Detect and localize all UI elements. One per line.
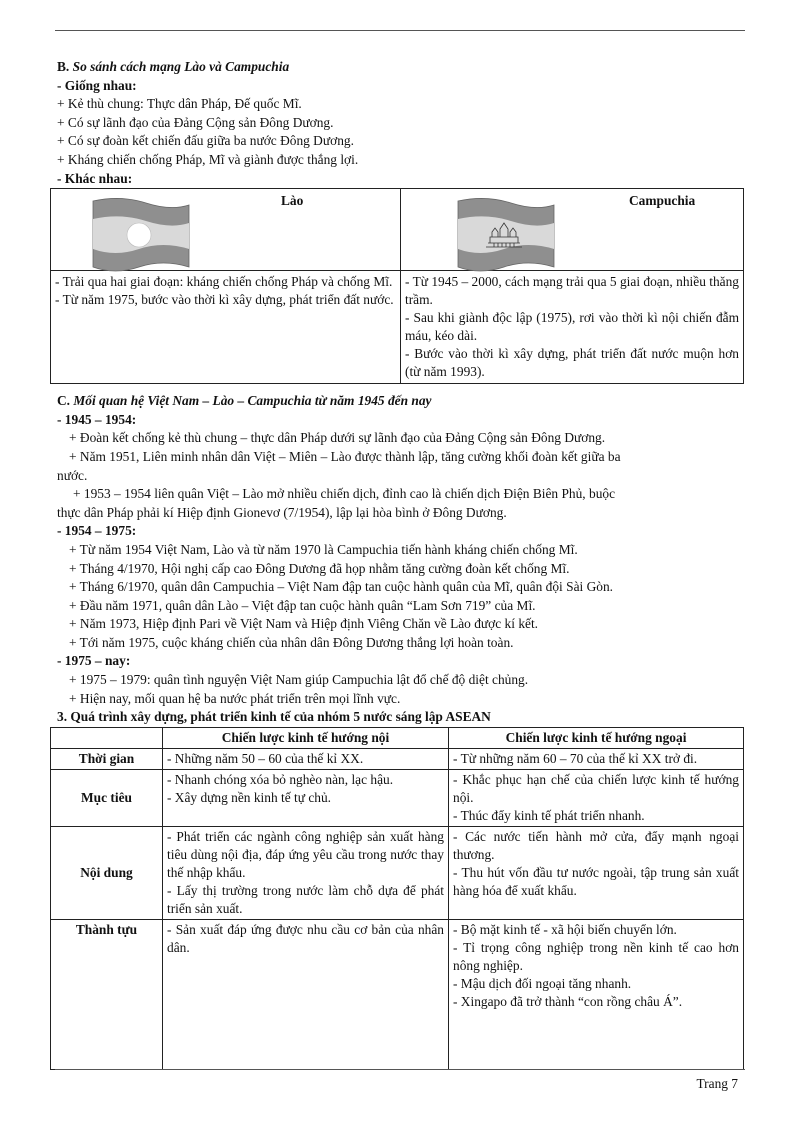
- period-item: nước.: [57, 467, 88, 483]
- laos-header-cell: [51, 189, 401, 271]
- period-item: + Hiện nay, mối quan hệ ba nước phát triển trên mọi lĩnh vực.: [69, 690, 401, 706]
- period-item: + Đầu năm 1971, quân dân Lào – Việt đập tan cuộc hành quân “Lam Sơn 719” của Mĩ.: [69, 597, 536, 613]
- laos-flag-icon: [91, 197, 191, 273]
- period-item: thực dân Pháp phải kí Hiệp định Gionevơ (7/1954), lập lại hòa bình ở Đông Dương.: [57, 504, 507, 520]
- period-item: + Năm 1973, Hiệp định Pari về Việt Nam và Hiệp định Viêng Chăn về Lào được kí kết.: [69, 616, 539, 632]
- outward-cell: - Khắc phục hạn chế của chiến lược kinh tế hướng nội. - Thúc đẩy kinh tế phát triển nhanh.: [449, 769, 744, 826]
- inward-cell: - Phát triển các ngành công nghiệp sản xuất hàng tiêu dùng nội địa, đáp ứng yêu cầu trong nước thay thế nhập khẩu. - Lấy thị trường trong nước làm chỗ dựa để phát triển sản xuất.: [163, 826, 449, 919]
- outward-cell: - Từ những năm 60 – 70 của thế kỉ XX trở đi.: [449, 748, 744, 769]
- cambodia-header-cell: [401, 189, 744, 271]
- header-rule: [55, 30, 745, 31]
- cambodia-flag-icon: [456, 197, 556, 273]
- row-label-content: Nội dung: [51, 826, 163, 919]
- period-item: + Năm 1951, Liên minh nhân dân Việt – Miên – Lào được thành lập, tăng cường khối đoàn kết giữa ba: [69, 448, 621, 464]
- period-item: + Từ năm 1954 Việt Nam, Lào và từ năm 1970 là Campuchia tiến hành kháng chiến chống Mĩ.: [69, 541, 578, 557]
- laos-text: - Từ năm 1975, bước vào thời kì xây dựng, phát triển đất nước.: [55, 292, 394, 308]
- inward-cell: - Nhanh chóng xóa bỏ nghèo nàn, lạc hậu. - Xây dựng nền kinh tế tự chủ.: [163, 769, 449, 826]
- outward-cell: - Các nước tiến hành mở cửa, đẩy mạnh ngoại thương. - Thu hút vốn đầu tư nước ngoài, tập trung sản xuất hàng hóa để xuất khẩu.: [449, 826, 744, 919]
- laos-title: Lào: [281, 193, 304, 209]
- cambodia-text: - Từ 1945 – 2000, cách mạng trải qua 5 giai đoạn, nhiều thăng trầm.: [405, 274, 739, 308]
- period-heading: - 1945 – 1954:: [57, 411, 137, 427]
- page-content: [57, 58, 745, 1070]
- footer-rule: [55, 1069, 745, 1070]
- outward-column-header: Chiến lược kinh tế hướng ngoại: [449, 727, 744, 748]
- period-item: + 1953 – 1954 liên quân Việt – Lào mở nhiều chiến dịch, đỉnh cao là chiến dịch Điện Biên Phủ, buộc: [73, 486, 616, 502]
- inward-column-header: Chiến lược kinh tế hướng nội: [163, 727, 449, 748]
- differences-heading: - Khác nhau:: [57, 170, 133, 186]
- period-heading: - 1954 – 1975:: [57, 523, 137, 539]
- section-3-heading: 3. Quá trình xây dựng, phát triển kinh tế của nhóm 5 nước sáng lập ASEAN: [57, 709, 491, 725]
- page-number: Trang 7: [696, 1076, 738, 1091]
- period-item: + Tới năm 1975, cuộc kháng chiến của nhân dân Đông Dương thắng lợi hoàn toàn.: [69, 634, 514, 650]
- laos-text-cell: [51, 271, 401, 384]
- corner-cell: [51, 727, 163, 748]
- row-label-time: Thời gian: [51, 748, 163, 769]
- period-heading: - 1975 – nay:: [57, 653, 131, 669]
- cambodia-text: - Bước vào thời kì xây dựng, phát triển đất nước muộn hơn (từ năm 1993).: [405, 346, 739, 380]
- similarity-item: + Có sự đoàn kết chiến đấu giữa ba nước Đông Dương.: [57, 133, 354, 149]
- section-c-heading: C. Mối quan hệ Việt Nam – Lào – Campuchia từ năm 1945 đến nay: [57, 393, 432, 409]
- similarity-item: + Có sự lãnh đạo của Đảng Cộng sản Đông Dương.: [57, 114, 334, 130]
- cambodia-text: - Sau khi giành độc lập (1975), rơi vào thời kì nội chiến đẫm máu, kéo dài.: [405, 310, 739, 344]
- cambodia-title: Campuchia: [629, 193, 696, 209]
- period-item: + Tháng 4/1970, Hội nghị cấp cao Đông Dương đã họp nhằm tăng cường đoàn kết chống Mĩ.: [69, 560, 570, 576]
- cambodia-text-cell: [401, 271, 744, 384]
- inward-cell: - Sản xuất đáp ứng được nhu cầu cơ bản của nhân dân.: [163, 919, 449, 1069]
- period-item: + Đoàn kết chống kẻ thù chung – thực dân Pháp dưới sự lãnh đạo của Đảng Cộng sản Đông Dương.: [69, 430, 606, 446]
- similarity-item: + Kẻ thù chung: Thực dân Pháp, Đế quốc Mĩ.: [57, 96, 302, 112]
- laos-cambodia-table: [50, 188, 744, 384]
- inward-cell: - Những năm 50 – 60 của thế kỉ XX.: [163, 748, 449, 769]
- period-item: + 1975 – 1979: quân tình nguyện Việt Nam giúp Campuchia lật đổ chế độ diệt chủng.: [69, 672, 529, 688]
- similarity-item: + Kháng chiến chống Pháp, Mĩ và giành được thắng lợi.: [57, 151, 359, 167]
- asean-strategy-table: [50, 727, 744, 1070]
- row-label-goal: Mục tiêu: [51, 769, 163, 826]
- period-item: + Tháng 6/1970, quân dân Campuchia – Việt Nam đập tan cuộc hành quân của Mĩ, quân đội Sài Gòn.: [69, 579, 613, 595]
- laos-text: - Trải qua hai giai đoạn: kháng chiến chống Pháp và chống Mĩ.: [55, 274, 393, 290]
- similarities-heading: - Giống nhau:: [57, 77, 137, 93]
- outward-cell: - Bộ mặt kinh tế - xã hội biến chuyển lớn. - Tỉ trọng công nghiệp trong nền kinh tế cao hơn nông nghiệp. - Mậu dịch đối ngoại tăng nhanh. - Xingapo đã trở thành “con rồng châu Á”.: [449, 919, 744, 1069]
- section-b-heading: B. So sánh cách mạng Lào và Campuchia: [57, 59, 290, 74]
- row-label-achievement: Thành tựu: [51, 919, 163, 1069]
